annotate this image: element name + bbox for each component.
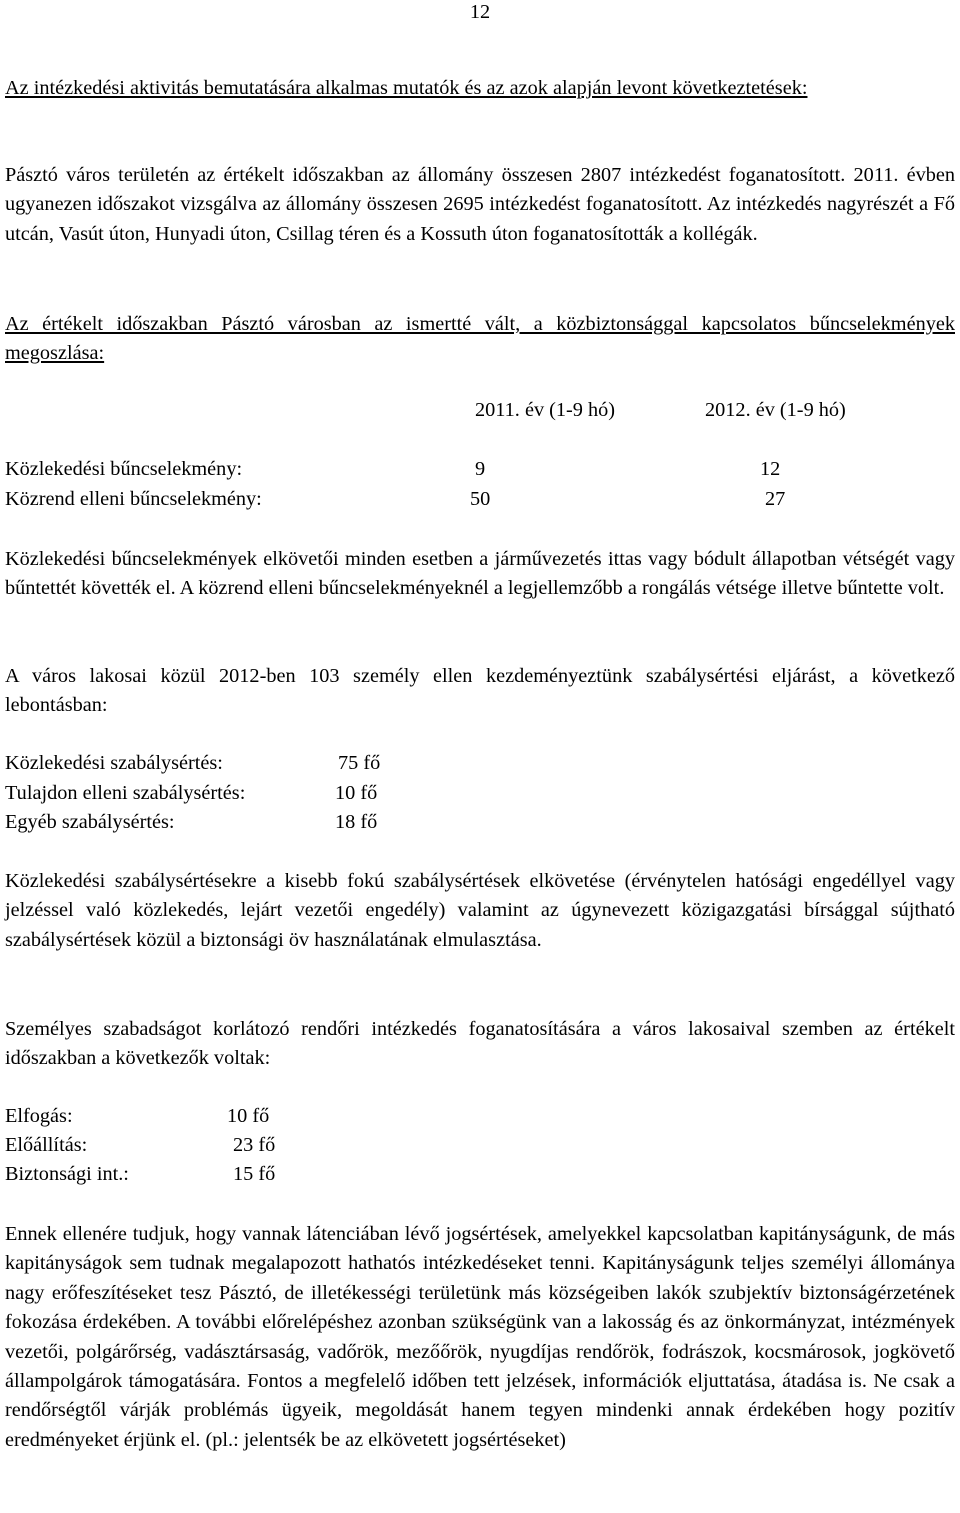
list-item-label: Közlekedési szabálysértés:: [5, 752, 223, 774]
column-header-2012: 2012. év (1-9 hó): [705, 399, 846, 421]
row-label: Közrend elleni bűncselekmény:: [5, 488, 262, 510]
row-label: Közlekedési bűncselekmény:: [5, 458, 243, 480]
list-item-label: Tulajdon elleni szabálysértés:: [5, 782, 246, 804]
paragraph-traffic-crimes: [5, 545, 955, 604]
list-item-value: 15 fő: [233, 1163, 276, 1185]
paragraph-text: A város lakosai közül 2012-ben 103 személy ellen kezdeményeztünk szabálysértési eljárást, a következő lebontásban:: [5, 665, 955, 717]
value-2012: 27: [765, 488, 786, 510]
paragraph-text: Közlekedési szabálysértésekre a kisebb fokú szabálysértések elkövetése (érvénytelen hatósági engedéllyel vagy jelzéssel való közlekedés, lejárt vezetői engedély) valamint az úgynevezett közigazgatási bírsággal sújtható szabálysértések közül a biztonsági öv használatának elmulasztása.: [5, 870, 955, 951]
heading-text: Az intézkedési aktivitás bemutatására alkalmas mutatók és az azok alapján levont következtetések:: [5, 77, 808, 99]
list-item-label: Előállítás:: [5, 1134, 88, 1156]
list-item-label: Biztonsági int.:: [5, 1163, 129, 1185]
crime-distribution-heading: [5, 310, 955, 369]
list-item-value: 75 fő: [338, 752, 381, 774]
list-item-label: Egyéb szabálysértés:: [5, 811, 175, 833]
list-item-value: 18 fő: [335, 811, 378, 833]
list-item-value: 10 fő: [335, 782, 378, 804]
paragraph-traffic-misdemeanours: [5, 867, 955, 955]
paragraph-text: Közlekedési bűncselekmények elkövetői minden esetben a járművezetés ittas vagy bódult állapotban vétségét vagy bűntettét követték el. A közrend elleni bűncselekményeknél a legjellemzőbb a rongálás vétsége illetve bűntette volt.: [5, 548, 955, 600]
page-number: 12: [469, 1, 491, 23]
paragraph-text: Pásztó város területén az értékelt időszakban az állomány összesen 2807 intézkedést foganatosított. 2011. évben ugyanezen időszakot vizsgálva az állomány összesen 2695 intézkedést foganatosított. Az intézkedés nagyrészét a Fő utcán, Vasút úton, Hunyadi úton, Csillag téren és a Kossuth úton foganatosították a kollégák.: [5, 164, 955, 245]
section-heading: [5, 74, 955, 103]
paragraph-text: Ennek ellenére tudjuk, hogy vannak látenciában lévő jogsértések, amelyekkel kapcsolatban kapitányságunk, de más kapitányságok sem tudnak megalapozott hathatós intézkedéseket tenni. Kapitányságunk teljes személyi állománya nagy erőfeszítéseket tesz Pásztó, de illetékességi területünk más községeiben lakók szubjektív biztonságérzetének fokozása érdekében. A további előrelépéshez azonban szükségünk van a lakosság és az önkormányzat, intézmények vezetői, polgárőrség, vadásztársaság, vadőrök, mezőőrök, nyugdíjas rendőrök, fodrászok, kocsmárosok, jogkövető állampolgárok támogatására. Fontos a megfelelő időben tett jelzések, információk eljuttatása, átadása is. Ne csak a rendőrségtől várják problémás ügyeik, megoldását hanem tegyen mindenki annak érdekében hogy pozitív eredményeket érjünk el. (pl.: jelentsék be az elkövetett jogsértéseket): [5, 1223, 955, 1451]
paragraph-latency: [5, 1220, 955, 1455]
paragraph-measures-total: [5, 161, 955, 249]
paragraph-text: Személyes szabadságot korlátozó rendőri intézkedés foganatosítására a város lakosaival szemben az értékelt időszakban a következők voltak:: [5, 1018, 955, 1070]
crime-heading-text: Az értékelt időszakban Pásztó városban az ismertté vált, a közbiztonsággal kapcsolatos bűncselekmények megoszlása:: [5, 313, 955, 365]
value-2011: 9: [475, 458, 486, 480]
list-item-value: 10 fő: [227, 1105, 270, 1127]
paragraph-misdemeanour-intro: [5, 662, 955, 721]
paragraph-restrictive-measures: [5, 1015, 955, 1074]
list-item-label: Elfogás:: [5, 1105, 73, 1127]
list-item-value: 23 fő: [233, 1134, 276, 1156]
value-2011: 50: [470, 488, 491, 510]
value-2012: 12: [760, 458, 781, 480]
column-header-2011: 2011. év (1-9 hó): [475, 399, 616, 421]
